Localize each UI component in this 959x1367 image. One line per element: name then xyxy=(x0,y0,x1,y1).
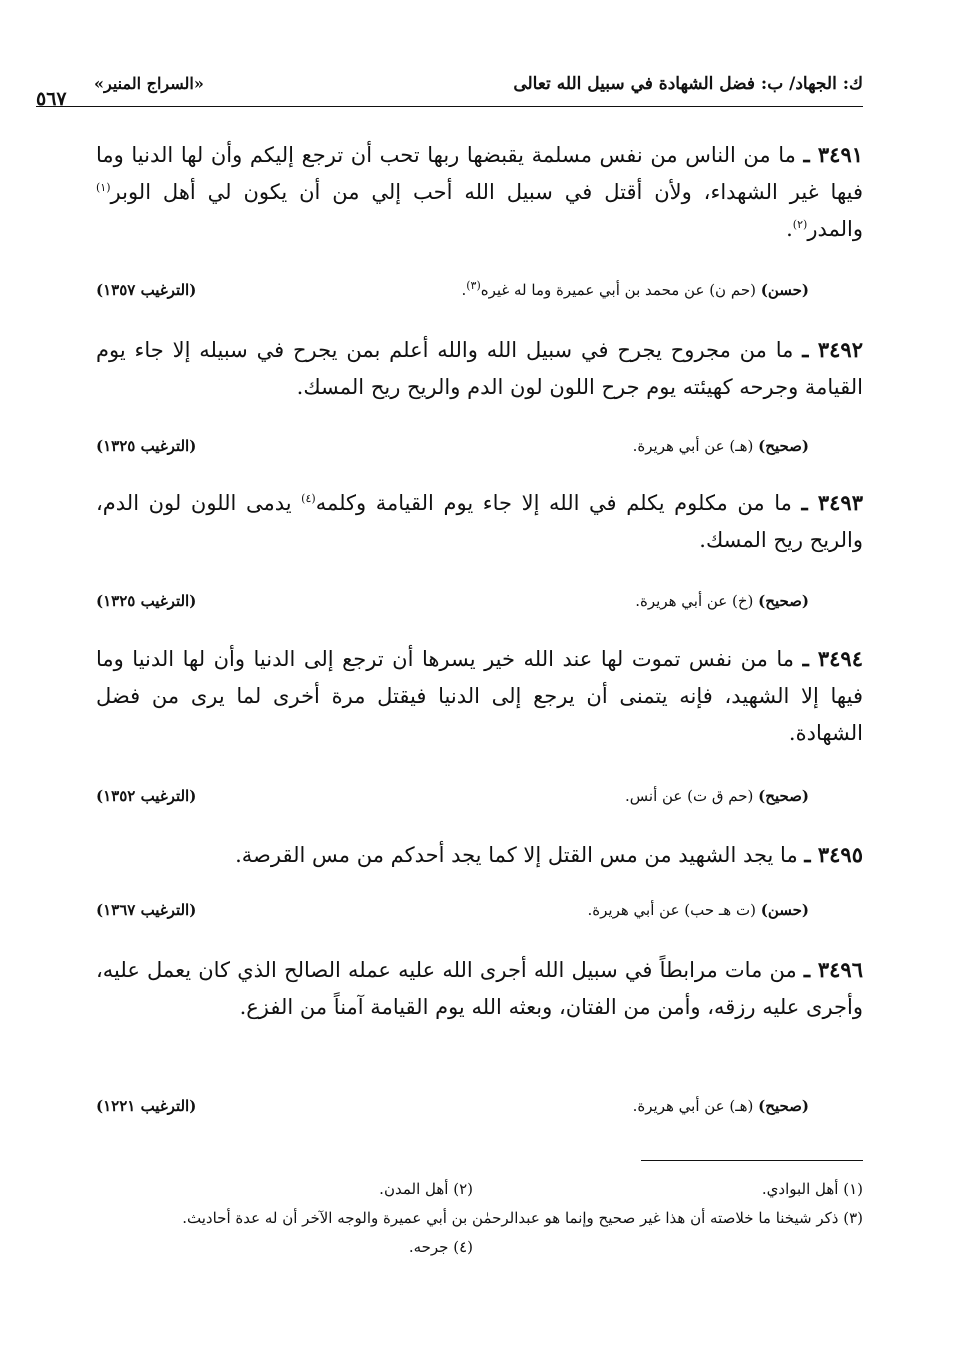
reference-label: (الترغيب ١٣٢٥) xyxy=(96,437,197,455)
footnote-divider xyxy=(641,1160,863,1161)
footnote-row xyxy=(96,1204,863,1262)
page-number: ٥٦٧ xyxy=(36,88,67,110)
hadith-source-3495 xyxy=(96,901,809,925)
hadith-3496 xyxy=(96,951,863,1026)
chapter-title: ك: الجهاد/ ب: فضل الشهادة في سبيل الله تعالى xyxy=(513,74,863,94)
hadith-number: ٣٤٩٣ ـ xyxy=(801,490,863,515)
grade-label: (صحيح) xyxy=(758,592,809,610)
grade-label: (حسن) xyxy=(760,281,809,299)
hadith-text: يدمى اللون لون الدم، والريح ريح المسك. xyxy=(96,491,863,552)
hadith-3495 xyxy=(96,836,863,874)
footnote-marker[interactable]: (٤) xyxy=(301,492,316,505)
hadith-3493 xyxy=(96,484,863,559)
hadith-3494 xyxy=(96,640,863,752)
hadith-number: ٣٤٩٤ ـ xyxy=(802,646,863,671)
grade-label: (صحيح) xyxy=(758,1097,809,1115)
hadith-number: ٣٤٩٢ ـ xyxy=(802,337,863,362)
hadith-source-3492 xyxy=(96,437,809,461)
footnote-marker[interactable]: (٣) xyxy=(466,279,481,292)
source-citation: . xyxy=(461,281,467,299)
source-citation: (هـ) عن أبي هريرة. xyxy=(632,437,759,455)
hadith-text: . xyxy=(786,217,793,241)
grade-label: (صحيح) xyxy=(758,787,809,805)
reference-label: (الترغيب ١٣٢٥) xyxy=(96,592,197,610)
reference-label: (الترغيب ١٣٦٧) xyxy=(96,901,197,919)
hadith-number: ٣٤٩٥ ـ xyxy=(804,842,863,867)
footnotes xyxy=(96,1174,863,1262)
hadith-source-3491 xyxy=(96,281,809,305)
hadith-number: ٣٤٩٦ ـ xyxy=(803,957,863,982)
source-citation: (حم ن) عن محمد بن أبي عميرة وما له غيره xyxy=(480,281,761,299)
footnote-1: (١) أهل البوادي. xyxy=(761,1180,863,1198)
source-text xyxy=(633,1097,809,1115)
grade-label: (صحيح) xyxy=(758,437,809,455)
book-name: «السراج المنير» xyxy=(94,74,204,93)
hadith-3491 xyxy=(96,136,863,248)
reference-label: (الترغيب ١٢٢١) xyxy=(96,1097,197,1115)
header-divider xyxy=(36,106,863,107)
source-text xyxy=(633,437,809,455)
source-text xyxy=(625,787,809,805)
source-text xyxy=(588,901,810,919)
hadith-text: ما من مكلوم يكلم في الله إلا جاء يوم القيامة وكلمه xyxy=(315,491,792,515)
hadith-text: من مات مرابطاً في سبيل الله أجرى الله عليه عمله الصالح الذي كان يعمل عليه، وأجرى عليه رزقه، وأمن من الفتان، وبعثه الله يوم القيامة آمناً من الفزع. xyxy=(96,958,863,1019)
grade-label: (حسن) xyxy=(760,901,809,919)
footnote-4: (٤) جرحه. xyxy=(408,1238,473,1256)
source-text xyxy=(461,281,809,299)
reference-label: (الترغيب ١٣٥٧) xyxy=(96,281,197,299)
hadith-source-3496 xyxy=(96,1097,809,1121)
footnote-3: (٣) ذكر شيخنا ما خلاصته أن هذا غير صحيح وإنما هو عبدالرحمٰن بن أبي عميرة والوجه الآخر أن له عدة أحاديث. xyxy=(182,1209,863,1227)
source-text xyxy=(635,592,809,610)
source-citation: (حم ق ت) عن أنس. xyxy=(625,787,759,805)
source-citation: (ت هـ حب) عن أبي هريرة. xyxy=(587,901,761,919)
footnote-marker[interactable]: (١) xyxy=(96,181,111,194)
hadith-text: ما من مجروح يجرح في سبيل الله والله أعلم بمن يجرح في سبيله إلا جاء يوم القيامة وجرحه كهيئته يوم جرح اللون لون الدم والريح ريح المسك. xyxy=(96,338,863,399)
hadith-source-3493 xyxy=(96,592,809,616)
source-citation: (خ) عن أبي هريرة. xyxy=(635,592,759,610)
footnote-marker[interactable]: (٢) xyxy=(792,218,808,231)
source-citation: (هـ) عن أبي هريرة. xyxy=(632,1097,759,1115)
hadith-text: ما يجد الشهيد من مس القتل إلا كما يجد أحدكم من مس القرصة. xyxy=(235,843,798,867)
footnote-2: (٢) أهل المدن. xyxy=(379,1180,473,1198)
hadith-text: والمدر xyxy=(807,217,863,241)
hadith-text: ما من نفس تموت لها عند الله خير يسرها أن ترجع إلى الدنيا وأن لها الدنيا وما فيها إلا الشهيد، فإنه يتمنى أن يرجع إلى الدنيا فيقتل مرة أخرى لما يرى من فضل الشهادة. xyxy=(96,647,863,745)
running-header xyxy=(36,74,863,110)
hadith-3492 xyxy=(96,331,863,406)
reference-label: (الترغيب ١٣٥٢) xyxy=(96,787,197,805)
hadith-source-3494 xyxy=(96,787,809,811)
footnote-row xyxy=(96,1174,863,1204)
hadith-number: ٣٤٩١ ـ xyxy=(803,142,864,167)
hadith-text: ما من الناس من نفس مسلمة يقبضها ربها تحب أن ترجع إليكم وأن لها الدنيا وما فيها غير الشهداء، ولأن أقتل في سبيل الله أحب إلي من أن يكون لي أهل الوبر xyxy=(96,143,863,204)
